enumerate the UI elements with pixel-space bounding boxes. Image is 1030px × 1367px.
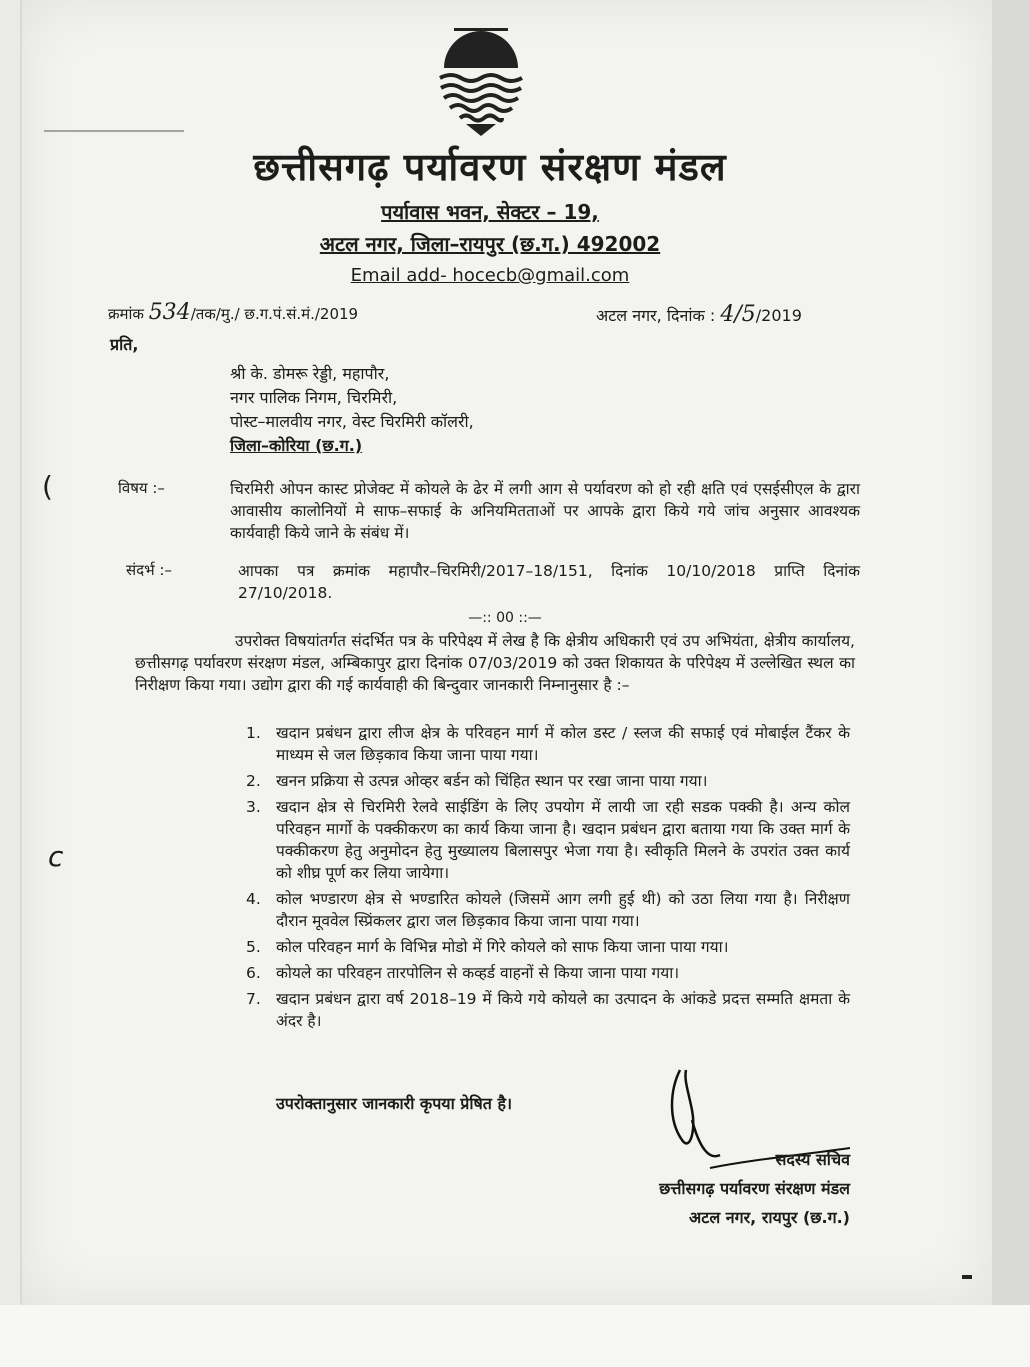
ref-handwritten-number: 534 xyxy=(148,300,191,325)
address-line-1: पर्यावास भवन, सेक्टर – 19, xyxy=(381,200,599,224)
addressee-line: श्री के. डोमरू रेड्डी, महापौर, xyxy=(230,364,390,383)
closing-line: उपरोक्तानुसार जानकारी कृपया प्रेषित है। xyxy=(276,1094,513,1113)
email-address: Email add- hocecb@gmail.com xyxy=(350,265,630,286)
list-item: 3. खदान क्षेत्र से चिरमिरी रेलवे साईडिंग के लिए उपयोग में लायी जा रही सडक पक्की है। अन्य कोल परिवहन मार्गो के पक्कीकरण का कार्य किया जाना है। खदान प्रबंधन द्वारा बताया गया कि उक्त मार्ग के पक्कीकरण हेतु अनुमोदन हेतु मुख्यालय बिलासपुर भेजा गया है। स्वीकृति मिलने के उपरांत उक्त कार्य को शीघ्र पूर्ण कर लिया जायेगा। xyxy=(246,798,850,882)
section-divider: —:: 00 ::— xyxy=(468,610,542,626)
signature-block xyxy=(590,1145,850,1232)
addressee-line: पोस्ट–मालवीय नगर, वेस्ट चिरमिरी कॉलरी, xyxy=(230,412,474,431)
signatory-org: छत्तीसगढ़ पर्यावरण संरक्षण मंडल xyxy=(659,1179,850,1198)
list-item: 6. कोयले का परिवहन तारपोलिन से कव्हर्ड वाहनों से किया जाना पाया गया। xyxy=(246,964,680,982)
list-item: 7. खदान प्रबंधन द्वारा वर्ष 2018–19 में किये गये कोयले का उत्पादन के आंकडे प्रदत्त सम्मति क्षमता के अंदर है। xyxy=(246,990,850,1030)
reference-text: आपका पत्र क्रमांक महापौर–चिरमिरी/2017–18/151, दिनांक 10/10/2018 प्राप्ति दिनांक 27/10/2018. xyxy=(238,562,860,602)
board-logo xyxy=(436,28,526,148)
list-item: 4. कोल भण्डारण क्षेत्र से भण्डारित कोयले (जिसमें आग लगी हुई थी) को उठा लिया गया है। निरीक्षण दौरान मूववेल स्प्रिंकलर द्वारा जल छिड़काव किया जाना पाया गया। xyxy=(246,890,850,930)
addressee-block xyxy=(230,362,650,458)
scan-mark-c: c xyxy=(48,840,64,873)
list-item: 1. खदान प्रबंधन द्वारा लीज क्षेत्र के परिवहन मार्ग में कोल डस्ट / स्लज की सफाई एवं मोबाईल टैंकर के माध्यम से जल छिड़काव किया जाना पाया गया। xyxy=(246,724,850,764)
list-item: 5. कोल परिवहन मार्ग के विभिन्न मोडो में गिरे कोयले को साफ किया जाना पाया गया। xyxy=(246,938,729,956)
scan-mark-c: ( xyxy=(42,470,53,503)
subject-label: विषय :– xyxy=(118,479,165,497)
list-item: 2. खनन प्रक्रिया से उत्पन्न ओव्हर बर्डन को चिंहित स्थान पर रखा जाना पाया गया। xyxy=(246,772,708,790)
organization-name: छत्तीसगढ़ पर्यावरण संरक्षण मंडल xyxy=(253,145,727,189)
ref-prefix: क्रमांक xyxy=(108,305,144,323)
ref-suffix: /तक/मु./ छ.ग.पं.सं.मं./2019 xyxy=(190,305,359,323)
page-bottom-margin xyxy=(0,1305,1030,1367)
date-prefix: अटल नगर, दिनांक : xyxy=(596,306,716,325)
addressee-line: नगर पालिक निगम, चिरमिरी, xyxy=(230,388,398,407)
reference-label: संदर्भ :– xyxy=(126,561,172,579)
body-intro: उपरोक्त विषयांतर्गत संदर्भित पत्र के परिपेक्ष्य में लेख है कि क्षेत्रीय अधिकारी एवं उप अभियंता, क्षेत्रीय कार्यालय, छत्तीसगढ़ पर्यावरण संरक्षण मंडल, अम्बिकापुर द्वारा दिनांक 07/03/2019 को उक्त शिकायत के परिपेक्ष्य में उल्लेखित स्थल का निरीक्षण किया गया। उद्योग द्वारा की गई कार्यवाही की बिन्दुवार जानकारी निम्नानुसार है :– xyxy=(135,632,855,694)
signatory-title: सदस्य सचिव xyxy=(775,1150,850,1169)
scan-artifact-line xyxy=(44,130,184,132)
addressee-line: जिला–कोरिया (छ.ग.) xyxy=(230,436,363,455)
subject-text: चिरमिरी ओपन कास्ट प्रोजेक्ट में कोयले के ढेर में लगी आग से पर्यावरण को हो रही क्षति एवं एसईसीएल के द्वारा आवासीय कालोनियों मे साफ–सफाई के अनियमितताओं पर आपके द्वारा किये गये जांच अनुसार आवश्यक कार्यवाही किये जाने के संबंध में। xyxy=(230,480,860,542)
address-line-2: अटल नगर, जिला–रायपुर (छ.ग.) 492002 xyxy=(319,232,661,256)
date-handwritten: 4/5 xyxy=(720,302,756,327)
scan-edge xyxy=(0,0,20,1367)
letter-date xyxy=(596,302,886,327)
date-year: /2019 xyxy=(755,306,802,325)
scan-mark xyxy=(962,1275,972,1279)
action-points-list xyxy=(240,722,850,1036)
reference-number xyxy=(108,300,488,325)
signatory-address: अटल नगर, रायपुर (छ.ग.) xyxy=(689,1208,850,1227)
to-label: प्रति, xyxy=(110,335,139,354)
